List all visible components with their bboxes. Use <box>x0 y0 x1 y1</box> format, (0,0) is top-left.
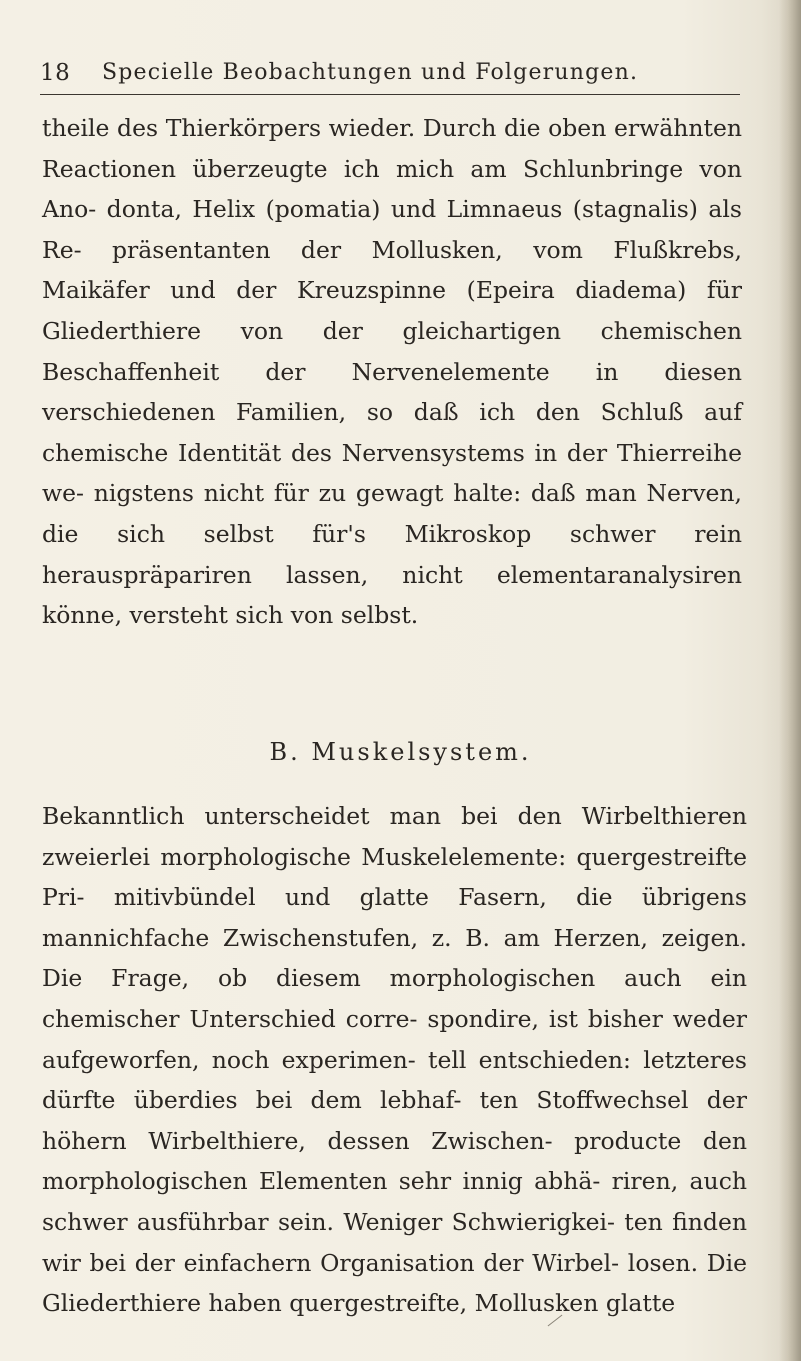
paragraph-nervous-system: theile des Thierkörpers wieder. Durch die oben erwähnten Reactionen überzeugte ich mich am Schlunbringe von Ano- donta, Helix (pomatia) und Limnaeus (stagnalis) als Re- präsentanten der Mollusken, vom Flußkrebs, Maikäfer und der Kreuzspinne (Epeira diadema) für Gliederthiere von der gleichartigen chemischen Beschaffenheit der Nervenelemente in diesen verschiedenen Familien, so daß ich den Schluß auf chemische Identität des Nervensystems in der Thierreihe we- nigstens nicht für zu gewagt halte: daß man Nerven, die sich selbst für's Mikroskop schwer rein herauspräpariren lassen, nicht elementaranalysiren könne, versteht sich von selbst. <box>42 114 742 630</box>
section-heading-muscular-system: B. Muskelsystem. <box>269 738 532 766</box>
page-edge-shadow <box>779 0 801 1361</box>
paragraph-muscular-system: Bekanntlich unterscheidet man bei den Wirbelthieren zweierlei morphologische Muskelelemente: quergestreifte Pri- mitivbündel und glatte Fasern, die übrigens mannichfache Zwischenstufen, z. B. am Herzen, zeigen. Die Frage, ob diesem morphologischen auch ein chemischer Unterschied corre- spondire, ist bisher weder aufgeworfen, noch experimen- tell entschieden: letzteres dürfte überdies bei dem lebhaf- ten Stoffwechsel der höhern Wirbelthiere, dessen Zwischen- producte den morphologischen Elementen sehr innig abhä- riren, auch schwer ausführbar sein. Weniger Schwierigkei- ten finden wir bei der einfachern Organisation der Wirbel- losen. Die Gliederthiere haben quergestreifte, Mollusken glatte <box>42 802 747 1318</box>
page-header <box>40 50 740 95</box>
running-head: Specielle Beobachtungen und Folgerungen. <box>102 60 639 85</box>
page-number: 18 <box>40 60 71 86</box>
